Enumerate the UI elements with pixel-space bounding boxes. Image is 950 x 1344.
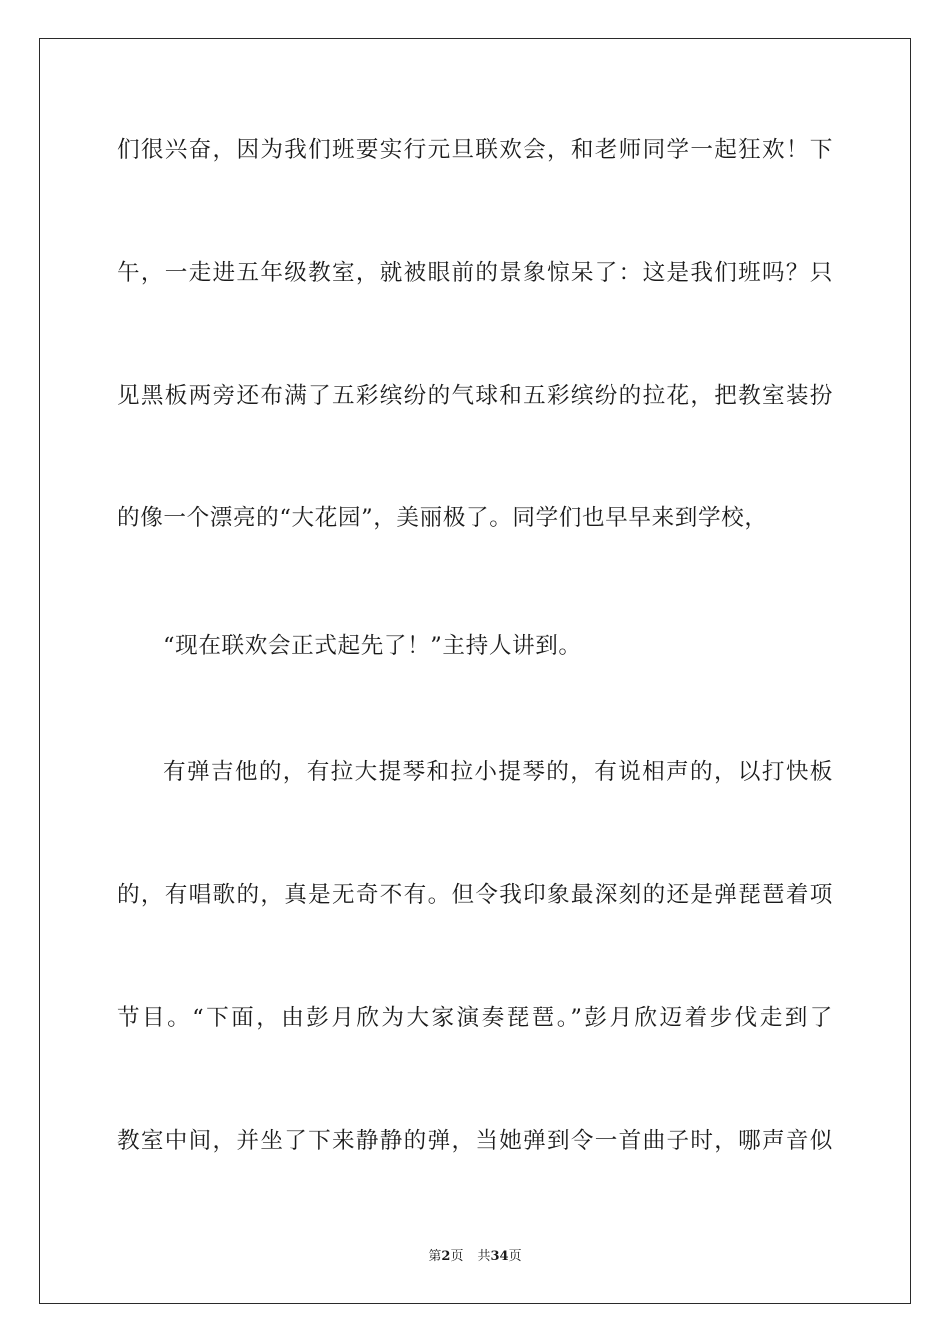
text-line-7: 的，有唱歌的，真是无奇不有。但令我印象最深刻的还是弹琵琶着项 bbox=[117, 882, 833, 908]
text-line-3: 见黑板两旁还布满了五彩缤纷的气球和五彩缤纷的拉花，把教室装扮 bbox=[117, 383, 833, 409]
text-line-1: 们很兴奋，因为我们班要实行元旦联欢会，和老师同学一起狂欢！下 bbox=[117, 137, 833, 163]
page-footer bbox=[0, 1248, 950, 1266]
page-suffix: 页 bbox=[450, 1249, 464, 1264]
page-prefix: 第 bbox=[428, 1249, 442, 1264]
page-number: 2 bbox=[441, 1249, 451, 1264]
text-line-8: 节目。“下面，由彭月欣为大家演奏琵琶。”彭月欣迈着步伐走到了 bbox=[117, 1005, 833, 1031]
text-line-6: 有弹吉他的，有拉大提琴和拉小提琴的，有说相声的，以打快板 bbox=[163, 759, 833, 785]
total-pages: 34 bbox=[490, 1249, 509, 1264]
total-suffix: 页 bbox=[508, 1249, 522, 1264]
text-line-5: “现在联欢会正式起先了！”主持人讲到。 bbox=[163, 633, 582, 659]
text-line-2: 午，一走进五年级教室，就被眼前的景象惊呆了：这是我们班吗？只 bbox=[117, 260, 833, 286]
page-border bbox=[39, 38, 911, 1304]
total-prefix: 共 bbox=[477, 1249, 491, 1264]
text-line-9: 教室中间，并坐了下来静静的弹，当她弹到令一首曲子时，哪声音似 bbox=[117, 1128, 833, 1154]
text-line-4: 的像一个漂亮的“大花园”，美丽极了。同学们也早早来到学校， bbox=[117, 505, 768, 531]
